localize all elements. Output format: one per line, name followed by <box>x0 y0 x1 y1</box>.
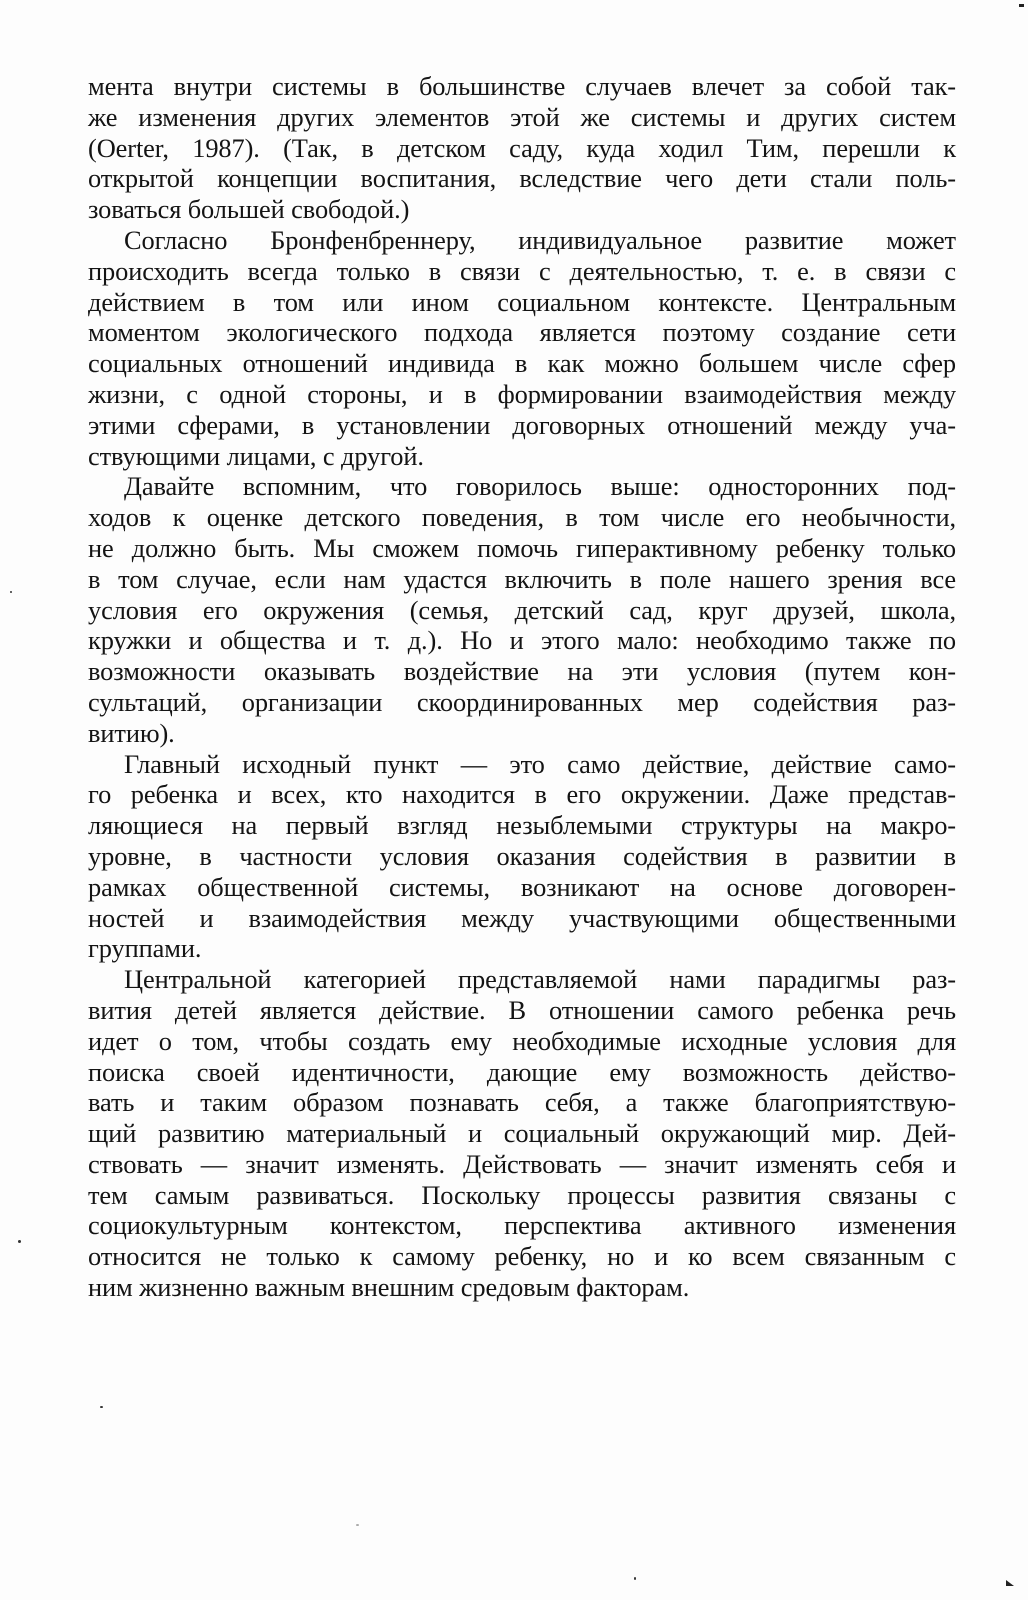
text-line: щий развитию материальный и социальный окружающий мир. Дей- <box>88 1118 956 1149</box>
text-line: ствовать — значит изменять. Действовать — значит изменять себя и <box>88 1148 956 1179</box>
scan-speck <box>634 1577 636 1580</box>
text-line: ляющиеся на первый взгляд незыблемыми структуры на макро- <box>88 810 956 841</box>
text-line: социальных отношений индивида в как можно большем числе сфер <box>88 348 956 379</box>
text-line: поиска своей идентичности, дающие ему возможность действо- <box>88 1056 956 1087</box>
text-line: моментом экологического подхода является поэтому создание сети <box>88 317 956 348</box>
scan-speck <box>10 591 12 593</box>
text-line: витию). <box>88 717 175 748</box>
text-line: Главный исходный пункт — это само действие, действие само- <box>124 748 956 779</box>
text-line: тем самым развиваться. Поскольку процессы развития связаны с <box>88 1179 956 1210</box>
text-line: Центральной категорией представляемой нами парадигмы раз- <box>124 964 956 995</box>
text-line: происходить всегда только в связи с деятельностью, т. е. в связи с <box>88 255 956 286</box>
text-line: возможности оказывать воздействие на эти условия (путем кон- <box>88 656 956 687</box>
scan-speck <box>100 1406 103 1408</box>
paragraph-1 <box>88 71 956 225</box>
text-line: открытой концепции воспитания, вследствие чего дети стали поль- <box>88 163 956 194</box>
paragraph-3 <box>88 471 956 748</box>
text-line: (Oerter, 1987). (Так, в детском саду, куда ходил Тим, перешли к <box>88 132 956 163</box>
text-line: ним жизненно важным внешним средовым факторам. <box>88 1272 690 1303</box>
paragraph-5 <box>88 964 956 1303</box>
scan-speck <box>18 1240 21 1243</box>
text-line: группами. <box>88 933 202 964</box>
text-line: го ребенка и всех, кто находится в его окружении. Даже представ- <box>88 779 956 810</box>
text-line: действием в том или ином социальном контексте. Центральным <box>88 286 956 317</box>
text-line: мента внутри системы в большинстве случаев влечет за собой так- <box>88 71 956 101</box>
text-line: в том случае, если нам удастся включить в поле нашего зрения все <box>88 563 956 594</box>
text-line: условия его окружения (семья, детский сад, круг друзей, школа, <box>88 594 956 625</box>
text-line: зоваться большей свободой.) <box>88 194 410 225</box>
text-line: же изменения других элементов этой же системы и других систем <box>88 101 956 132</box>
text-line: Согласно Бронфенбреннеру, индивидуальное развитие может <box>124 224 956 255</box>
scan-mark-bottom-right <box>1006 1580 1014 1586</box>
text-line: ходов к оценке детского поведения, в том числе его необычности, <box>88 502 956 533</box>
text-line: не должно быть. Мы сможем помочь гиперактивному ребенку только <box>88 532 956 563</box>
text-line: вать и таким образом познавать себя, а также благоприятствую- <box>88 1087 956 1118</box>
paragraph-2 <box>88 225 956 471</box>
text-line: идет о том, чтобы создать ему необходимые исходные условия для <box>88 1025 956 1056</box>
text-line: рамках общественной системы, возникают на основе договорен- <box>88 871 956 902</box>
scan-speck <box>356 1524 359 1526</box>
text-line: кружки и общества и т. д.). Но и этого мало: необходимо также по <box>88 625 956 656</box>
paragraph-4 <box>88 749 956 965</box>
body-text <box>88 71 956 1303</box>
text-line: социокультурным контекстом, перспектива активного изменения <box>88 1210 956 1241</box>
text-line: ствующими лицами, с другой. <box>88 440 424 471</box>
text-line: относится не только к самому ребенку, но и ко всем связанным с <box>88 1241 956 1272</box>
scan-mark-top-right <box>1019 4 1024 7</box>
text-line: Давайте вспомним, что говорилось выше: односторонних под- <box>124 471 956 502</box>
text-line: вития детей является действие. В отношении самого ребенка речь <box>88 994 956 1025</box>
text-line: этими сферами, в установлении договорных отношений между уча- <box>88 409 956 440</box>
text-line: ностей и взаимодействия между участвующими общественными <box>88 902 956 933</box>
text-line: сультаций, организации скоординированных мер содействия раз- <box>88 686 956 717</box>
text-line: уровне, в частности условия оказания содействия в развитии в <box>88 840 956 871</box>
text-line: жизни, с одной стороны, и в формировании взаимодействия между <box>88 378 956 409</box>
